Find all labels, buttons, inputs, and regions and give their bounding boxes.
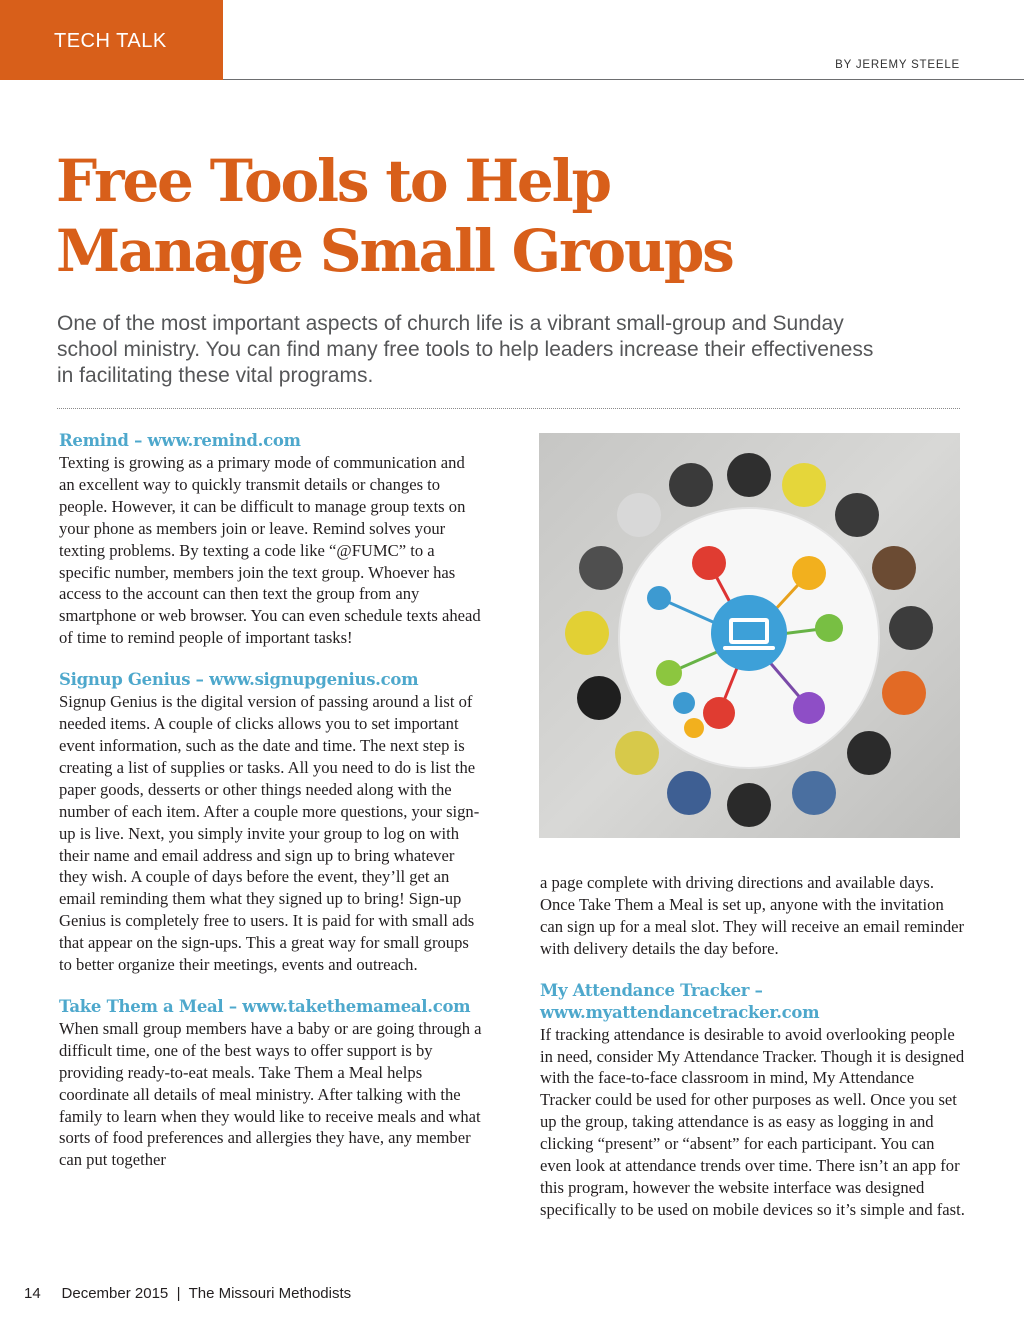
article-title <box>56 146 956 286</box>
page-number: 14 <box>24 1285 41 1302</box>
footer-separator: | <box>176 1285 181 1302</box>
section-heading-signup-genius: Signup Genius – www.signupgenius.com <box>59 670 419 690</box>
laptop-icon <box>711 595 787 671</box>
wifi-icon <box>656 660 682 686</box>
document-icon <box>692 546 726 580</box>
title-line-2: Manage Small Groups <box>56 217 733 285</box>
rocket-icon <box>647 586 671 610</box>
page-footer <box>24 1285 351 1302</box>
section-body-remind: Texting is growing as a primary mode of communication and an excellent way to quickly transmit details or changes to people. However, it can be difficult to manage group texts on your phone as members join or leave. Remind solves your texting problems. By texting a code like “@FUMC” to a specific number, members join the text group. Whoever has access to the account can then text the group from any smartphone or web browser. You can even schedule texts ahead of time to remind people of important tasks! <box>59 453 481 648</box>
publication-name: The Missouri Methodists <box>188 1285 352 1302</box>
lock-icon <box>703 697 735 729</box>
section-body-take-them-a-meal-continued: a page complete with driving directions and available days. Once Take Them a Meal is set up, anyone with the invitation can sign up for a meal slot. They will receive an email reminder with delivery details the day before. <box>540 873 965 958</box>
section-body-take-them-a-meal: When small group members have a baby or are going through a difficult time, one of the best ways to offer support is by providing ready-to-eat meals. Take Them a Meal helps coordinate all details of meal ministry. After talking with the family to learn when they would like to receive meals and what sorts of food preferences and allergies they have, any member can put together <box>59 1018 482 1170</box>
divider <box>57 408 960 409</box>
left-column <box>59 430 484 1171</box>
mail-icon <box>815 614 843 642</box>
title-line-1: Free Tools to Help <box>56 147 610 215</box>
section-heading-take-them-a-meal: Take Them a Meal – www.takethemameal.com <box>59 996 471 1016</box>
article-deck: One of the most important aspects of church life is a vibrant small-group and Sunday school ministry. You can find many free tools to help leaders increase their effectiveness in facilitating these vital programs. <box>57 312 874 387</box>
section-heading-remind: Remind – www.remind.com <box>59 431 301 450</box>
right-column <box>540 872 965 1221</box>
section-tab-label: TECH TALK <box>54 30 167 52</box>
header-rule <box>223 79 1024 80</box>
star-icon <box>684 718 704 738</box>
section-body-signup-genius: Signup Genius is the digital version of passing around a list of needed items. A couple of clicks allows you to set important event information, such as the date and time. The next step is creating a list of supplies or tasks. All you need to do is list the paper goods, desserts or other things needed along with the number of each item. After a couple more questions, your sign-up is live. Next, you simply invite your group to log on with their name and email address and sign up to bring whatever they wish. A couple of days before the event, they’ll get an email reminding them what they signed up to bring! Sign-up Genius is completely free to users. It is paid for with small ads that appear on the sign-ups. This a great way for small groups to better organize their meetings, events and outreach. <box>59 692 480 975</box>
illustration-photo <box>539 433 960 838</box>
people-around-table-illustration <box>539 433 960 838</box>
issue-date: December 2015 <box>61 1285 169 1302</box>
section-heading-my-attendance-tracker: My Attendance Tracker – www.myattendancetracker.com <box>540 980 820 1022</box>
magnifier-icon <box>793 692 825 724</box>
people-icon <box>673 692 695 714</box>
byline: BY JEREMY STEELE <box>835 59 960 71</box>
section-body-my-attendance-tracker: If tracking attendance is desirable to avoid overlooking people in need, consider My Attendance Tracker. Though it is designed with the face-to-face classroom in mind, My Attendance Tracker could be used for other purposes as well. Once you set up the group, taking attendance is as easy as logging in and clicking “present” or “absent” for each participant. You can even look at attendance trends over time. There isn’t an app for this program, however the website interface was designed specifically to be used on mobile devices so it’s simple and fast. <box>540 1024 965 1219</box>
section-tab <box>0 0 223 80</box>
gears-icon <box>792 556 826 590</box>
